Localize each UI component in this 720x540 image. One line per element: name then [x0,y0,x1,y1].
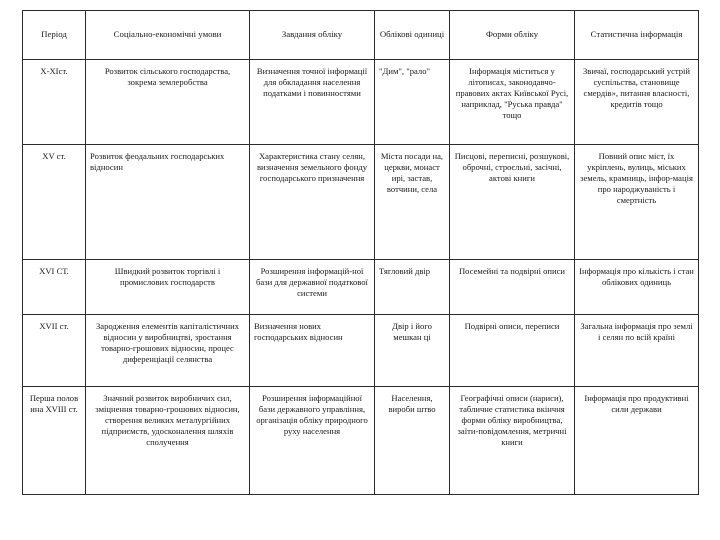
header-period: Період [23,11,86,60]
cell-info: Інформація про кількість і стан облікових одиниць [575,260,699,315]
cell-conditions: Розвиток сільського господарства, зокрема землеробства [86,60,250,145]
table-row [23,260,699,315]
table-row [23,387,699,495]
cell-units: "Дим", "рало" [375,60,450,145]
cell-conditions: Швидкий розвиток торгівлі і промислових господарств [86,260,250,315]
cell-forms: Посемейні та подвірні описи [450,260,575,315]
cell-tasks: Характеристика стану селян, визначення земельного фонду господарського призначення [250,145,375,260]
cell-units: Населення, вироби штво [375,387,450,495]
cell-info: Інформація про продуктивні сили держави [575,387,699,495]
cell-forms: Подвірні описи, переписи [450,315,575,387]
header-row [23,11,699,60]
cell-conditions: Розвиток феодальних господарських відносин [86,145,250,260]
cell-info: Звичаї, господарський устрій суспільства, становище смердів», питання власності, кредитів тощо [575,60,699,145]
cell-period: XVI СТ. [23,260,86,315]
cell-tasks: Визначення точної інформації для обкладання населення податками і повинностями [250,60,375,145]
cell-period: XVII ст. [23,315,86,387]
table-row [23,315,699,387]
table-row [23,60,699,145]
cell-period: XV ст. [23,145,86,260]
cell-conditions: Значний розвиток виробничих сил, зміцнення товарно-грошових відносин, створення великих металургійних підприємств, удосконалення шляхів сполучення [86,387,250,495]
cell-units: Тягловий двір [375,260,450,315]
header-info: Статистична інформація [575,11,699,60]
cell-period: Перша полов ина XVIII ст. [23,387,86,495]
cell-tasks: Розширення інформацій-ної бази для державної податкової системи [250,260,375,315]
header-conditions: Соціально-економічні умови [86,11,250,60]
header-tasks: Завдання обліку [250,11,375,60]
cell-info: Повний опис міст, їх укріплень, вулиць, міських земель, крамниць, інфор-мація про народжуваність і смертність [575,145,699,260]
cell-forms: Інформація міститься у літописах, законодавчо-правових актах Київської Русі, наприклад, "Руська правда" тощо [450,60,575,145]
history-table [22,10,699,495]
cell-forms: Географічні описи (нариси), табличне статистика вкінчня форми обліку виробництва, заїти-повідомлення, метричні книги [450,387,575,495]
header-forms: Форми обліку [450,11,575,60]
cell-tasks: Розширення інформаційної бази державного управління, організація обліку природного руху населення [250,387,375,495]
header-units: Облікові одиниці [375,11,450,60]
cell-info: Загальна інформація про землі і селян по всій країні [575,315,699,387]
cell-forms: Писцові, переписні, розшукові, оброчні, строєльні, засічні, актові книги [450,145,575,260]
cell-units: Міста посади на, церкви, монаст ирі, застав, вотчини, села [375,145,450,260]
cell-units: Двір і його мешкан ці [375,315,450,387]
cell-conditions: Зародження елементів капіталістичних відносин у виробництві, зростання товарно-грошових відносин, процес диференціації селянства [86,315,250,387]
cell-period: X-XIст. [23,60,86,145]
cell-tasks: Визначення нових господарських відносин [250,315,375,387]
table-row [23,145,699,260]
